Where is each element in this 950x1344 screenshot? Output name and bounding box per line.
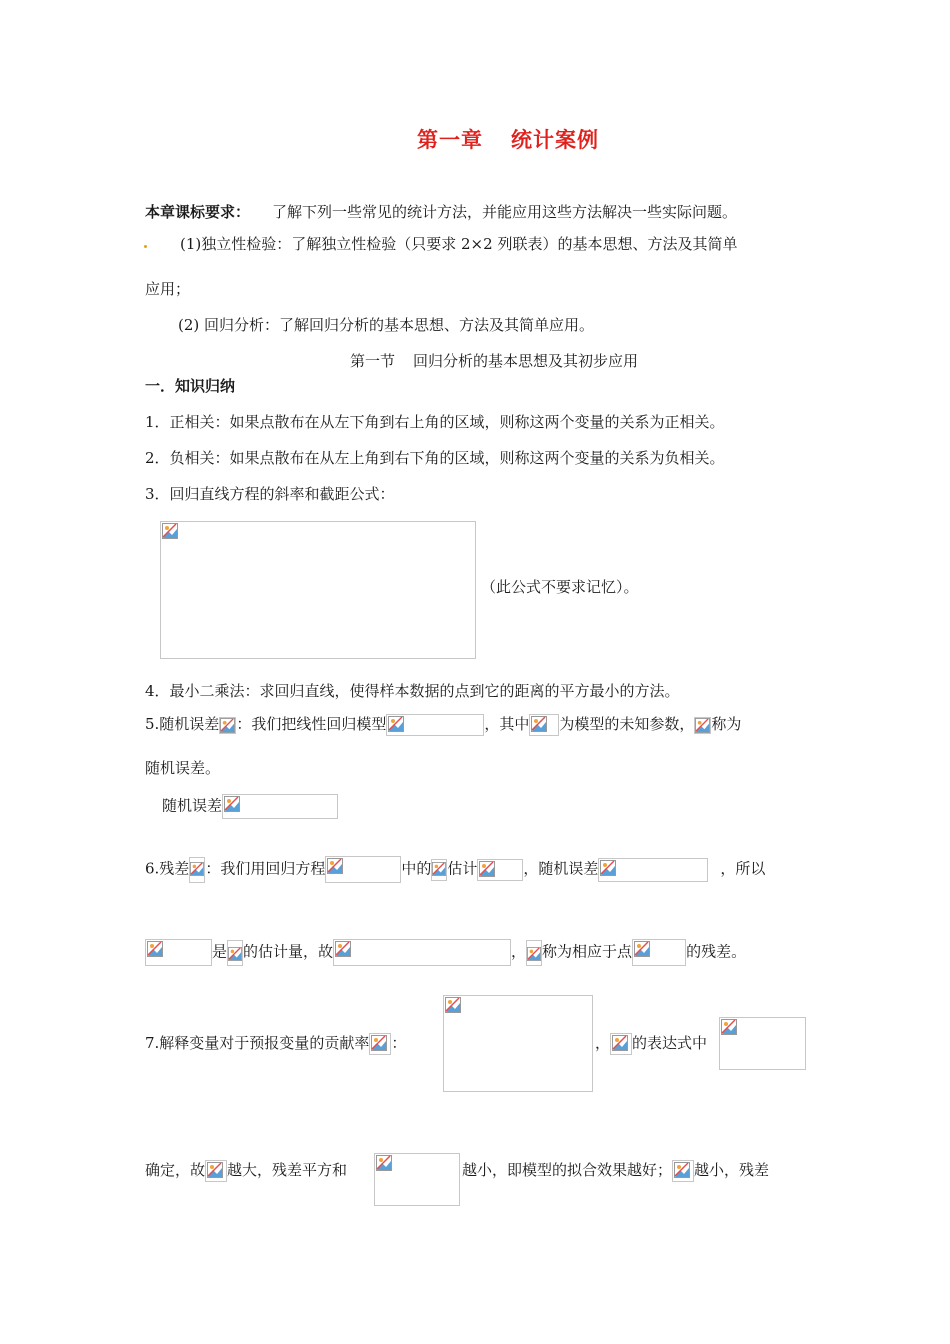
residual-def-image xyxy=(333,939,511,966)
text-random-error-2: 随机误差 xyxy=(162,796,223,815)
text-expression-in: 的表达式中 xyxy=(632,1034,708,1052)
broken-image-icon xyxy=(376,1155,392,1171)
regression-formula-image xyxy=(160,521,476,659)
residual-sum-image xyxy=(374,1153,460,1206)
residual-expr-image xyxy=(145,939,212,966)
text-linear-model: ：我们把线性回归模型 xyxy=(236,715,387,733)
requirements-text: 了解下列一些常见的统计方法，并能应用这些方法解决一些实际问题。 xyxy=(272,203,738,221)
text-larger: 越大，残差平方和 xyxy=(227,1161,348,1179)
item-contribution-line xyxy=(145,1033,406,1055)
section-name: 回归分析的基本思想及其初步应用 xyxy=(413,352,639,370)
text-called-point: 称为相应于点 xyxy=(542,942,633,961)
broken-image-icon xyxy=(721,1019,737,1035)
r-squared-formula-image xyxy=(443,995,593,1092)
y-hat-image xyxy=(431,859,447,881)
broken-image-icon xyxy=(371,1035,387,1051)
random-error-def-line xyxy=(162,794,338,819)
text-therefore: ，所以 xyxy=(720,859,766,878)
requirements-line xyxy=(145,202,737,222)
broken-image-icon xyxy=(147,941,163,957)
broken-image-icon xyxy=(600,860,616,876)
text-where: ，其中 xyxy=(484,715,530,733)
text-smaller: 越小，残差 xyxy=(694,1161,770,1179)
r-squared-image-4 xyxy=(672,1160,694,1182)
text-regression-eq: ：我们用回归方程 xyxy=(205,859,326,878)
item-regression-formula: 3．回归直线方程的斜率和截距公式： xyxy=(145,485,395,503)
error-eq-image xyxy=(598,858,708,882)
random-error-formula-image xyxy=(222,794,338,819)
text-colon: ： xyxy=(391,1034,407,1052)
broken-image-icon xyxy=(479,861,495,877)
broken-image-icon xyxy=(445,997,461,1013)
broken-image-icon xyxy=(527,947,541,961)
text-is: 是 xyxy=(212,942,228,961)
item-negative-correlation: 2．负相关：如果点散布在从左上角到右下角的区域，则称这两个变量的关系为负相关。 xyxy=(145,449,725,467)
broken-image-icon xyxy=(228,947,242,961)
parameters-image xyxy=(529,714,559,736)
chapter-number: 第一章 xyxy=(417,128,483,152)
requirement-item-2: (2) 回归分析：了解回归分析的基本思想、方法及其简单应用。 xyxy=(178,316,595,334)
broken-image-icon xyxy=(388,716,404,732)
broken-image-icon xyxy=(220,718,235,733)
chapter-name: 统计案例 xyxy=(511,128,599,152)
text-comma-2: ， xyxy=(595,1034,611,1052)
formula-note: （此公式不要求记忆）。 xyxy=(481,578,639,596)
epsilon-image-3 xyxy=(227,940,243,966)
text-better-fit: 越小，即模型的拟合效果越好； xyxy=(462,1161,673,1179)
broken-image-icon xyxy=(695,718,710,733)
section-number: 第一节 xyxy=(350,352,396,370)
linear-model-image xyxy=(386,714,484,736)
estimate-target-image xyxy=(477,859,523,881)
section-title xyxy=(350,350,638,371)
text-of-residual: 的残差。 xyxy=(686,942,747,961)
requirement-item-1: (1)独立性检验：了解独立性检验（只要求 2×2 列联表）的基本思想、方法及其简单 xyxy=(180,235,738,253)
item-random-error-cont: 随机误差。 xyxy=(145,759,221,777)
anchor-dot xyxy=(144,245,147,248)
item-fit-line-2 xyxy=(462,1160,769,1182)
text-determined: 确定，故 xyxy=(145,1161,206,1179)
item-residual-cont-line xyxy=(145,939,746,966)
item-positive-correlation: 1．正相关：如果点散布在从左下角到右上角的区域，则称这两个变量的关系为正相关。 xyxy=(145,413,725,431)
r-squared-image-3 xyxy=(205,1160,227,1182)
heading-knowledge-summary: 一．知识归纳 xyxy=(145,377,236,395)
text-estimate: 估计 xyxy=(447,859,478,878)
item-fit-line xyxy=(145,1160,347,1182)
r-squared-image xyxy=(369,1033,391,1055)
broken-image-icon xyxy=(612,1035,628,1051)
broken-image-icon xyxy=(190,862,204,876)
broken-image-icon xyxy=(531,716,547,732)
item-contribution-line-2 xyxy=(595,1033,707,1055)
broken-image-icon xyxy=(224,796,240,812)
r-squared-image-2 xyxy=(610,1033,632,1055)
chapter-title xyxy=(0,124,950,154)
text-residual: 6.残差 xyxy=(145,859,190,878)
broken-image-icon xyxy=(634,941,650,957)
broken-image-icon xyxy=(327,858,343,874)
text-random-error: 5.随机误差 xyxy=(145,715,220,733)
text-in: 中的 xyxy=(401,859,432,878)
point-image xyxy=(632,939,686,966)
item-least-squares: 4．最小二乘法：求回归直线，使得样本数据的点到它的距离的平方最小的方法。 xyxy=(145,682,680,700)
text-unknown-params: 为模型的未知参数， xyxy=(559,715,695,733)
regression-eq-image xyxy=(325,856,401,883)
item-residual-line xyxy=(145,856,765,883)
text-estimator: 的估计量，故 xyxy=(243,942,334,961)
item-random-error-line xyxy=(145,714,741,736)
broken-image-icon xyxy=(674,1162,690,1178)
epsilon-image xyxy=(219,717,236,734)
text-random-error-3: ，随机误差 xyxy=(523,859,599,878)
broken-image-icon xyxy=(335,941,351,957)
total-sum-image xyxy=(719,1017,806,1070)
text-contribution-rate: 7.解释变量对于预报变量的贡献率 xyxy=(145,1034,370,1052)
text-called: 称为 xyxy=(711,715,742,733)
broken-image-icon xyxy=(432,862,446,876)
requirements-label: 本章课标要求： xyxy=(145,203,251,221)
residual-symbol-image xyxy=(189,857,205,883)
epsilon-image-2 xyxy=(694,717,711,734)
e-hat-image xyxy=(526,940,542,966)
broken-image-icon xyxy=(207,1162,223,1178)
requirement-item-1-cont: 应用； xyxy=(145,280,191,298)
broken-image-icon xyxy=(162,523,178,539)
text-comma: ， xyxy=(511,942,527,961)
